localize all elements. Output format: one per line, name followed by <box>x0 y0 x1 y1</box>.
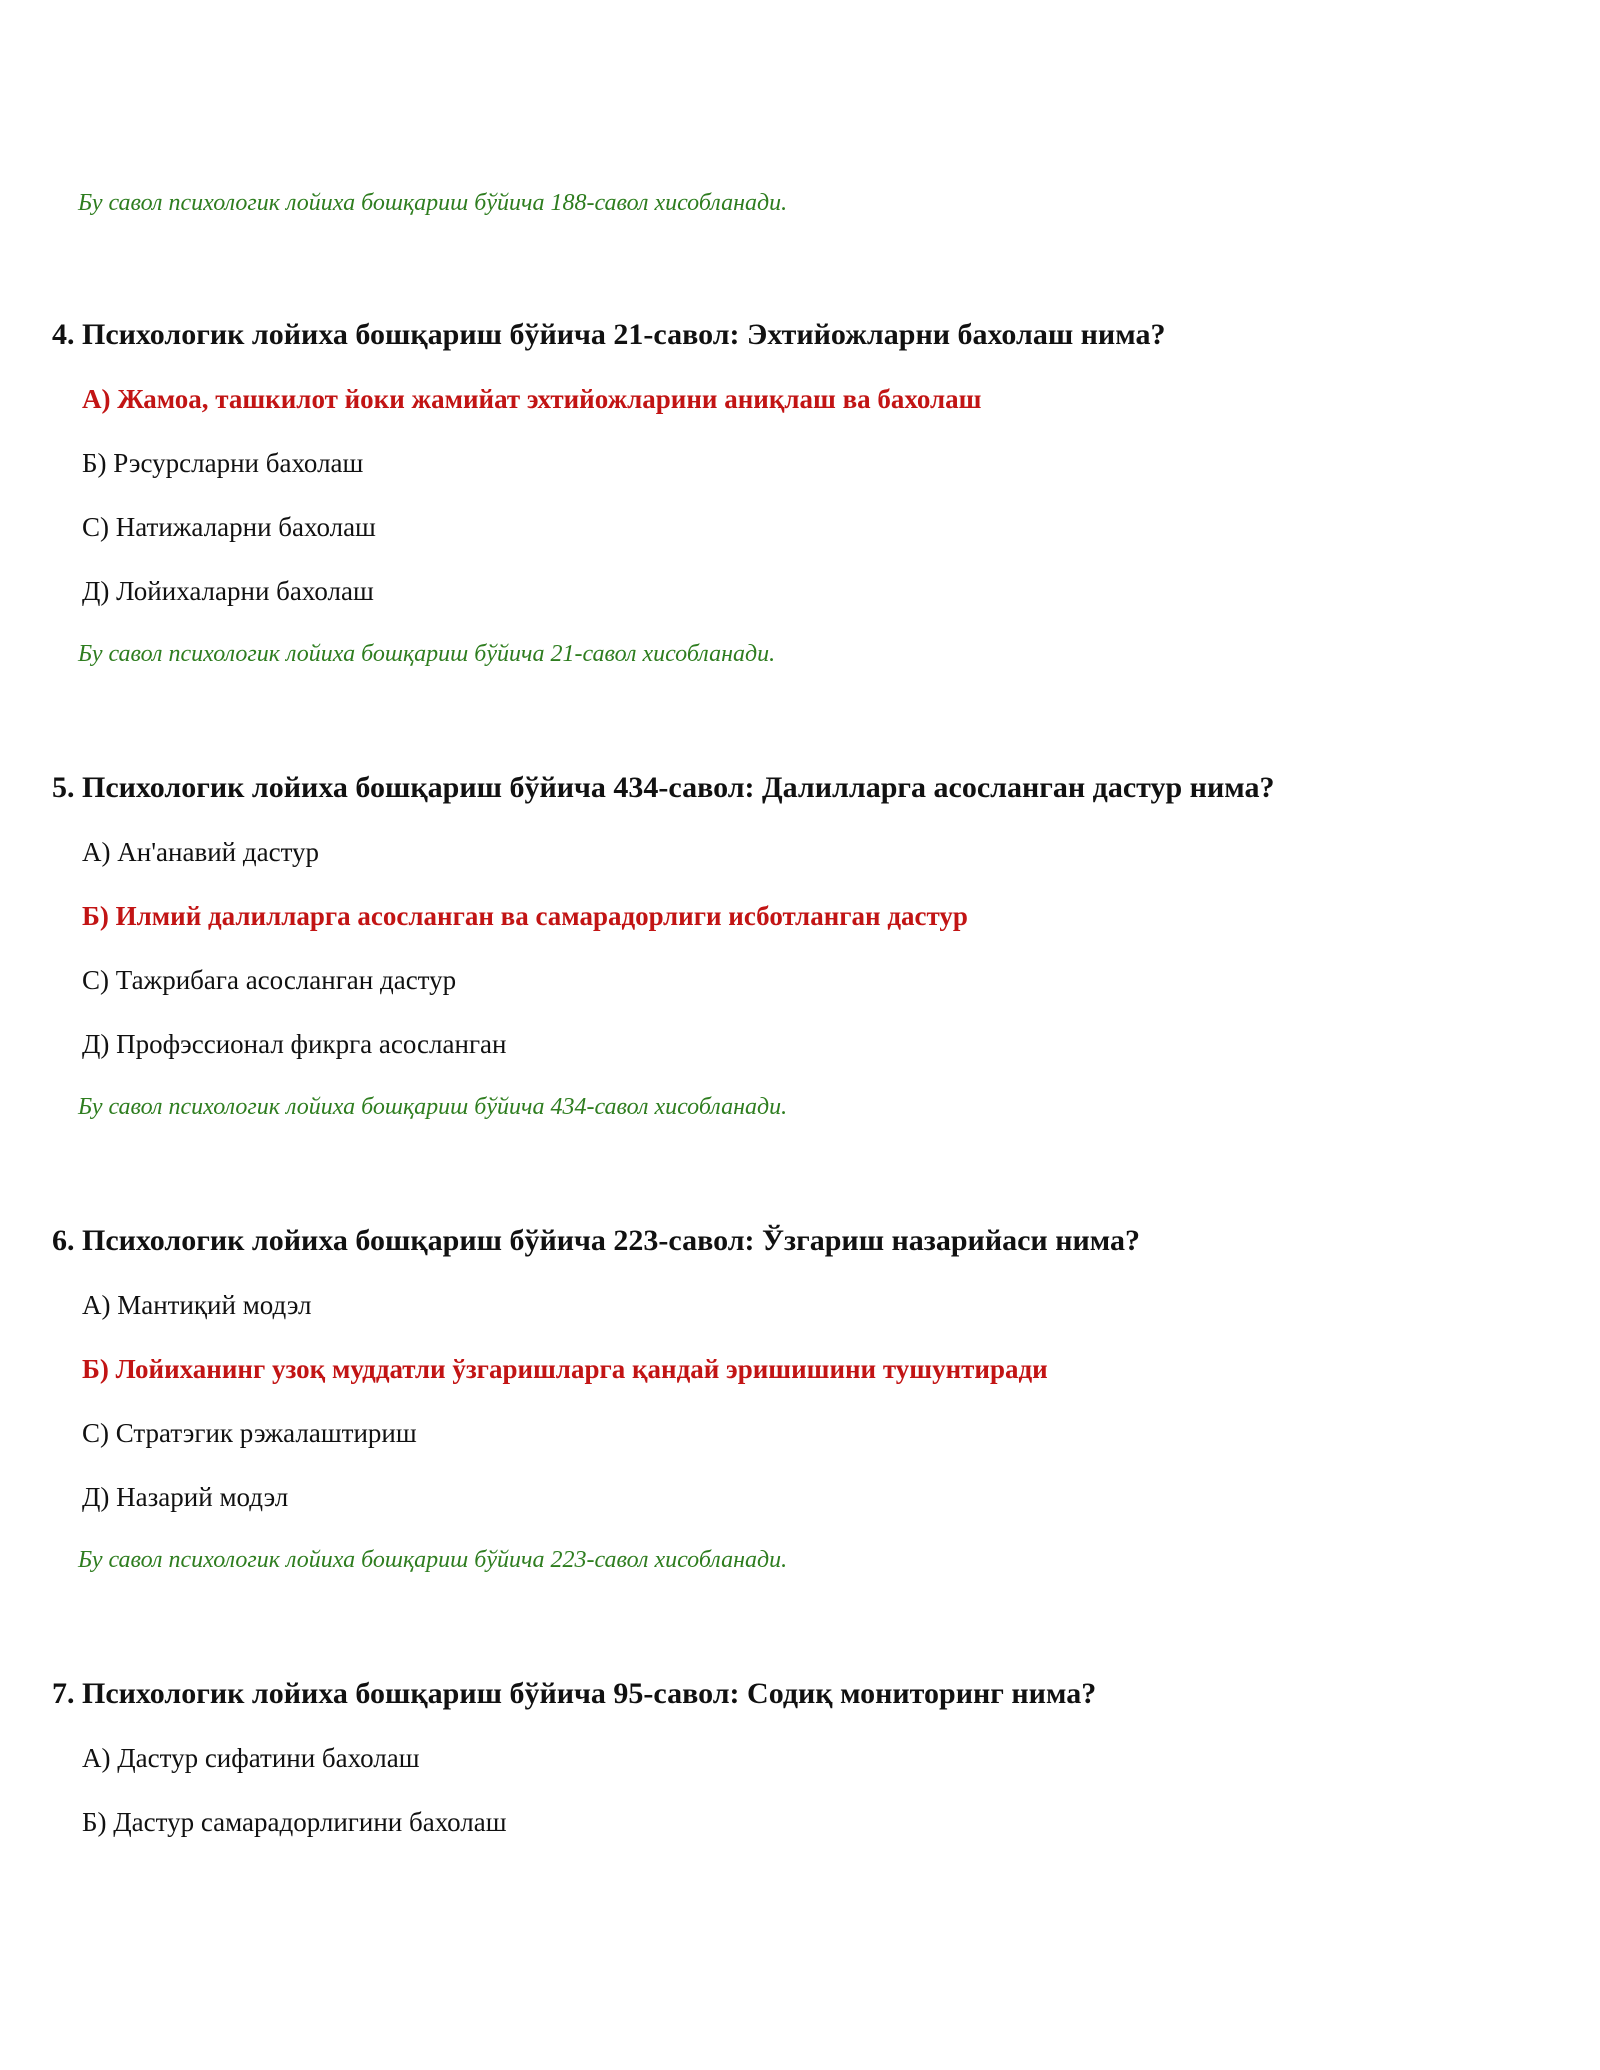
question-note: Бу савол психологик лойиха бошқариш бўйича 223-савол хисобланади. <box>78 1547 788 1573</box>
question-title: 6. Психологик лойиха бошқариш бўйича 223-савол: Ўзгариш назарийаси нима? <box>52 1224 1141 1257</box>
question-note: Бу савол психологик лойиха бошқариш бўйича 434-савол хисобланади. <box>78 1094 788 1120</box>
answer-option: Б) Дастур самарадорлигини бахолаш <box>82 1807 507 1837</box>
answer-option: С) Стратэгик рэжалаштириш <box>82 1418 417 1448</box>
answer-option: Д) Лойихаларни бахолаш <box>82 576 374 606</box>
question-title: 4. Психологик лойиха бошқариш бўйича 21-савол: Эхтийожларни бахолаш нима? <box>52 318 1166 351</box>
answer-option: Д) Назарий модэл <box>82 1482 289 1512</box>
question-note: Бу савол психологик лойиха бошқариш бўйича 21-савол хисобланади. <box>78 641 776 667</box>
answer-option: А) Дастур сифатини бахолаш <box>82 1743 420 1773</box>
question-note: Бу савол психологик лойиха бошқариш бўйича 188-савол хисобланади. <box>78 190 788 216</box>
answer-option: А) Мантиқий модэл <box>82 1290 312 1320</box>
answer-option: Д) Профэссионал фикрга асосланган <box>82 1029 507 1059</box>
question-title: 5. Психологик лойиха бошқариш бўйича 434-савол: Далилларга асосланган дастур нима? <box>52 771 1275 804</box>
answer-option-correct: А) Жамоа, ташкилот йоки жамийат эхтийожларини аниқлаш ва бахолаш <box>82 384 982 414</box>
answer-option-correct: Б) Лойиханинг узоқ муддатли ўзгаришларга қандай эришишини тушунтиради <box>82 1354 1048 1384</box>
answer-option: С) Натижаларни бахолаш <box>82 512 376 542</box>
answer-option: Б) Рэсурсларни бахолаш <box>82 448 364 478</box>
answer-option-correct: Б) Илмий далилларга асосланган ва самарадорлиги исботланган дастур <box>82 901 968 931</box>
answer-option: А) Ан'анавий дастур <box>82 837 320 867</box>
question-title: 7. Психологик лойиха бошқариш бўйича 95-савол: Содиқ мониторинг нима? <box>52 1677 1097 1710</box>
answer-option: С) Тажрибага асосланган дастур <box>82 965 457 995</box>
